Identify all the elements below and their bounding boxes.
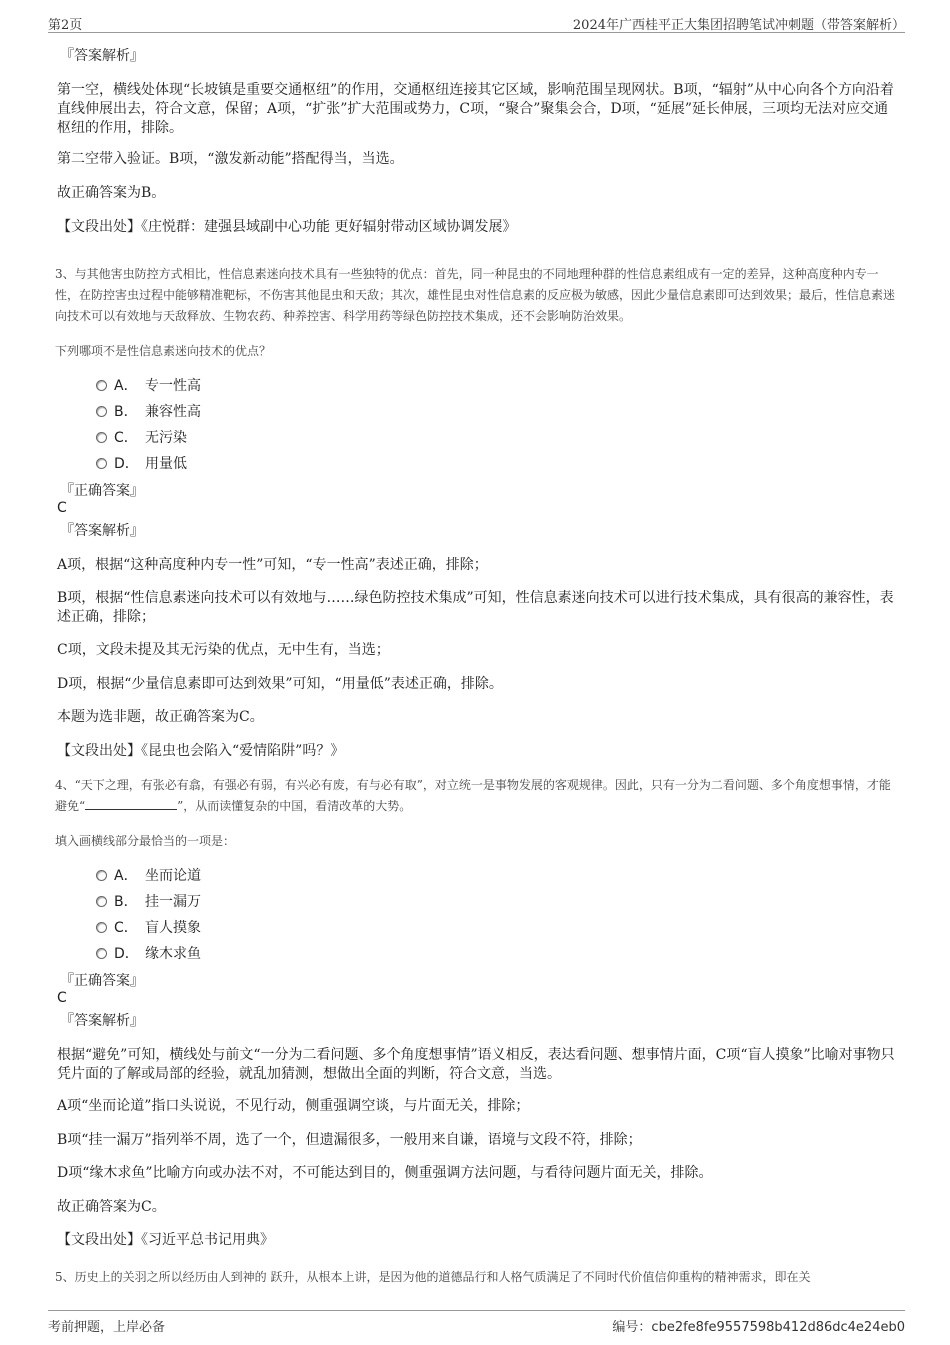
radio-icon[interactable] — [96, 432, 107, 443]
radio-icon[interactable] — [96, 870, 107, 881]
q4-analysis-a: A项“坐而论道”指口头说说，不见行动，侧重强调空谈，与片面无关，排除； — [57, 1098, 530, 1114]
radio-icon[interactable] — [96, 380, 107, 391]
q3-correct-answer: C — [57, 500, 67, 516]
radio-icon[interactable] — [96, 922, 107, 933]
q4-analysis-main: 根据“避免”可知，横线处与前文“一分为二看问题、多个角度想事情”语义相反，表达看问题、想事情片面，C项“盲人摸象”比喻对事物只凭片面的了解或局部的经验，就乱加猜测，想做出全面的判断，符合文意，当选。 — [57, 1047, 895, 1082]
radio-icon[interactable] — [96, 406, 107, 417]
q4-question: 填入画横线部分最恰当的一项是： — [55, 834, 236, 848]
q4-stem: 4、“天下之理，有张必有翕，有强必有弱，有兴必有废，有与必有取”，对立统一是事物发展的客观规律。因此，只有一分为二看问题、多个角度想事情，才能避免“ ”，从而读懂复杂的中国，看清改革的大势。 — [55, 778, 891, 813]
q3-analysis-a: A项，根据“这种高度种内专一性”可知，“专一性高”表述正确，排除； — [57, 557, 488, 573]
document-title: 2024年广西桂平正大集团招聘笔试冲刺题（带答案解析） — [572, 18, 905, 33]
q4-analysis-conclusion: 故正确答案为C。 — [57, 1199, 166, 1215]
q3-source: 【文段出处】《昆虫也会陷入“爱情陷阱”吗？》 — [57, 743, 345, 759]
q2-analysis-p3: 故正确答案为B。 — [57, 185, 166, 201]
q2-analysis-label: 『答案解析』 — [60, 48, 144, 64]
radio-icon[interactable] — [96, 458, 107, 469]
q2-analysis-p2: 第二空带入验证。B项，“激发新动能”搭配得当，当选。 — [57, 151, 404, 167]
document-code: 编号：cbe2fe8fe9557598b412d86dc4e24eb0 — [612, 1320, 905, 1335]
q4-correct-label: 『正确答案』 — [60, 973, 144, 989]
q3-analysis-b: B项，根据“性信息素迷向技术可以有效地与……绿色防控技术集成”可知，性信息素迷向技术可以进行技术集成，具有很高的兼容性，表述正确，排除； — [57, 590, 894, 625]
q4-source: 【文段出处】《习近平总书记用典》 — [57, 1232, 274, 1248]
q4-analysis-d: D项“缘木求鱼”比喻方向或办法不对，不可能达到目的，侧重强调方法问题，与看待问题片面无关，排除。 — [57, 1165, 713, 1181]
q4-analysis-b: B项“挂一漏万”指列举不周，选了一个，但遗漏很多，一般用来自谦，语境与文段不符，排除； — [57, 1132, 642, 1148]
q5-stem: 5、历史上的关羽之所以经历由人到神的 跃升，从根本上讲，是因为他的道德品行和人格气质满足了不同时代价值信仰重构的精神需求，即在关 — [55, 1270, 811, 1284]
fill-blank — [85, 797, 177, 810]
footer-slogan: 考前押题，上岸必备 — [48, 1320, 166, 1335]
q3-analysis-c: C项，文段未提及其无污染的优点，无中生有，当选； — [57, 642, 390, 658]
page-header — [48, 10, 905, 33]
q4-correct-answer: C — [57, 990, 67, 1006]
q2-source: 【文段出处】《庄悦群：建强县域副中心功能 更好辐射带动区域协调发展》 — [57, 219, 517, 235]
q3-question: 下列哪项不是性信息素迷向技术的优点？ — [55, 344, 272, 358]
radio-icon[interactable] — [96, 948, 107, 959]
page-number: 第2页 — [48, 18, 83, 33]
q3-analysis-label: 『答案解析』 — [60, 523, 144, 539]
radio-icon[interactable] — [96, 896, 107, 907]
page-footer — [48, 1310, 905, 1337]
q3-stem: 3、与其他害虫防控方式相比，性信息素迷向技术具有一些独特的优点：首先，同一种昆虫的不同地理种群的性信息素组成有一定的差异，这种高度种内专一性，在防控害虫过程中能够精准靶标，不伤害其他昆虫和天敌；其次，雄性昆虫对性信息素的反应极为敏感，因此少量信息素即可达到效果；最后，性信息素迷向技术可以有效地与天敌释放、生物农药、种养控害、科学用药等绿色防控技术集成，还不会影响防治效果。 — [55, 267, 896, 323]
q3-analysis-d: D项，根据“少量信息素即可达到效果”可知，“用量低”表述正确，排除。 — [57, 676, 503, 692]
q3-correct-label: 『正确答案』 — [60, 483, 144, 499]
q2-analysis-p1: 第一空，横线处体现“长坡镇是重要交通枢纽”的作用，交通枢纽连接其它区域，影响范围呈现网状。B项，“辐射”从中心向各个方向沿着直线伸展出去，符合文意，保留；A项，“扩张”扩大范围或势力，C项，“聚合”聚集会合，D项，“延展”延长伸展，三项均无法对应交通枢纽的作用，排除。 — [57, 82, 894, 136]
q4-analysis-label: 『答案解析』 — [60, 1013, 144, 1029]
q3-analysis-conclusion: 本题为选非题，故正确答案为C。 — [57, 709, 264, 725]
